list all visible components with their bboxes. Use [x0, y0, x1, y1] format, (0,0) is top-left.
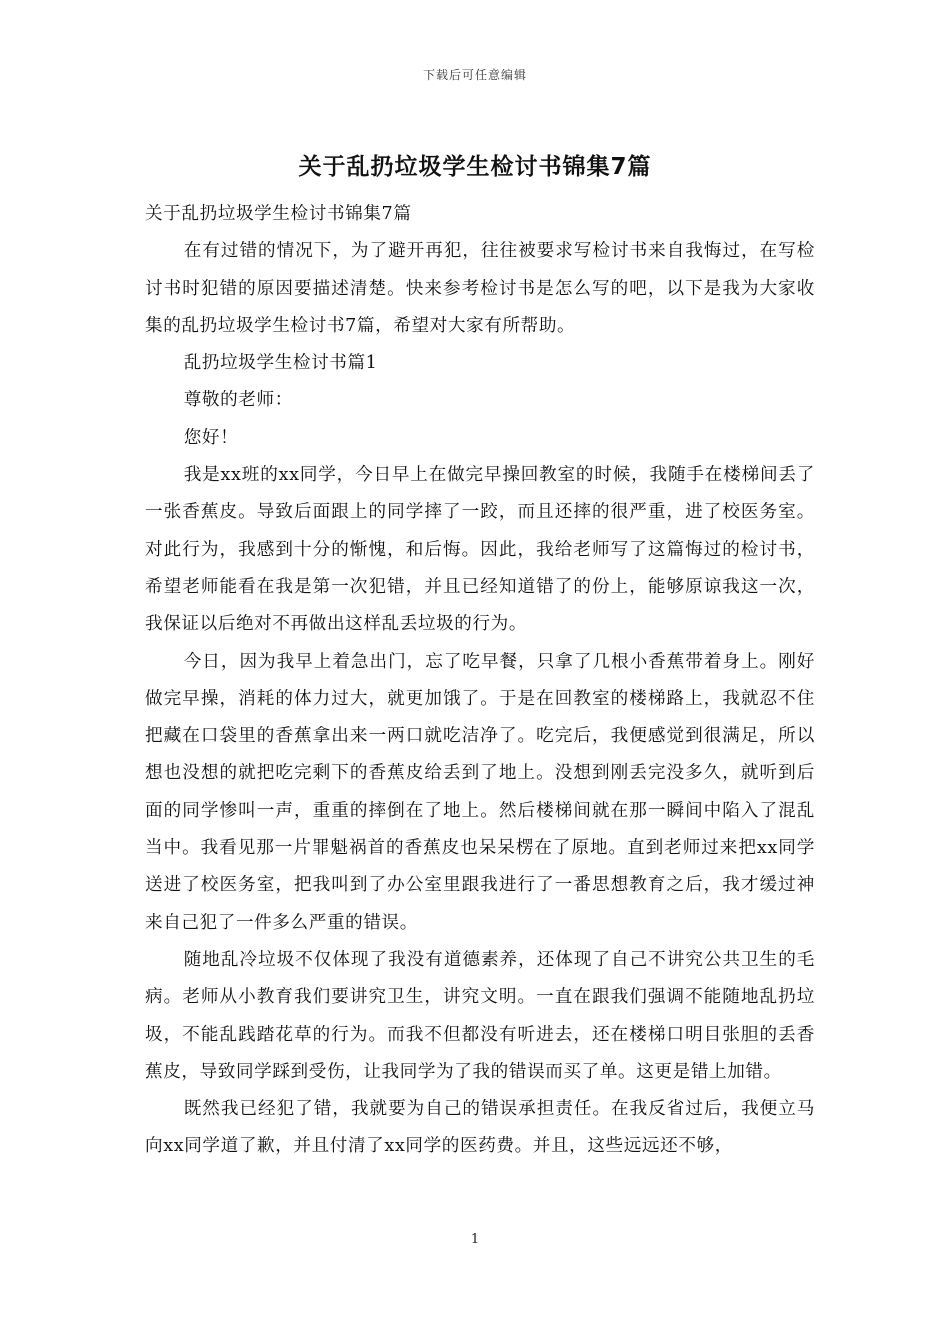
subtitle-paragraph: 关于乱扔垃圾学生检讨书锦集7篇	[145, 204, 412, 224]
document-body	[145, 196, 815, 1166]
salutation: 尊敬的老师：	[183, 390, 293, 411]
document-title: 关于乱扔垃圾学生检讨书锦集7篇	[298, 154, 652, 180]
header-note: 下载后可任意编辑	[422, 68, 527, 82]
body-paragraph: 随地乱冷垃圾不仅体现了我没有道德素养，还体现了自己不讲究公共卫生的毛病。老师从小教育我们要讲究卫生，讲究文明。一直在跟我们强调不能随地乱扔垃圾，不能乱践踏花草的行为。而我不但都没有听进去，还在楼梯口明目张胆的丢香蕉皮，导致同学踩到受伤，让我同学为了我的错误而买了单。这更是错上加错。	[145, 949, 815, 1082]
body-paragraph: 既然我已经犯了错，我就要为自己的错误承担责任。在我反省过后，我便立马向xx同学道了歉，并且付清了xx同学的医药费。并且，这些远远还不够，	[145, 1099, 815, 1157]
page-number: 1	[470, 1232, 480, 1247]
greeting: 您好！	[183, 427, 239, 448]
intro-paragraph: 在有过错的情况下，为了避开再犯，往往被要求写检讨书来自我悔过，在写检讨书时犯错的原因要描述清楚。快来参考检讨书是怎么写的吧，以下是我为大家收集的乱扔垃圾学生检讨书7篇，希望对大家有所帮助。	[145, 241, 815, 336]
body-paragraph: 我是xx班的xx同学，今日早上在做完早操回教室的时候，我随手在楼梯间丢了一张香蕉皮。导致后面跟上的同学摔了一跤，而且还摔的很严重，进了校医务室。对此行为，我感到十分的惭愧，和后悔。因此，我给老师写了这篇悔过的检讨书，希望老师能看在我是第一次犯错，并且已经知道错了的份上，能够原谅我这一次，我保证以后绝对不再做出这样乱丢垃圾的行为。	[145, 465, 815, 635]
body-paragraph: 今日，因为我早上着急出门，忘了吃早餐，只拿了几根小香蕉带着身上。刚好做完早操，消耗的体力过大，就更加饿了。于是在回教室的楼梯路上，我就忍不住把藏在口袋里的香蕉拿出来一两口就吃洁净了。吃完后，我便感觉到很满足，所以想也没想的就把吃完剩下的香蕉皮给丢到了地上。没想到刚丢完没多久，就听到后面的同学惨叫一声，重重的摔倒在了地上。然后楼梯间就在那一瞬间中陷入了混乱当中。我看见那一片罪魁祸首的香蕉皮也呆呆楞在了原地。直到老师过来把xx同学送进了校医务室，把我叫到了办公室里跟我进行了一番思想教育之后，我才缓过神来自己犯了一件多么严重的错误。	[145, 651, 815, 933]
section-heading: 乱扔垃圾学生检讨书篇1	[183, 353, 378, 374]
